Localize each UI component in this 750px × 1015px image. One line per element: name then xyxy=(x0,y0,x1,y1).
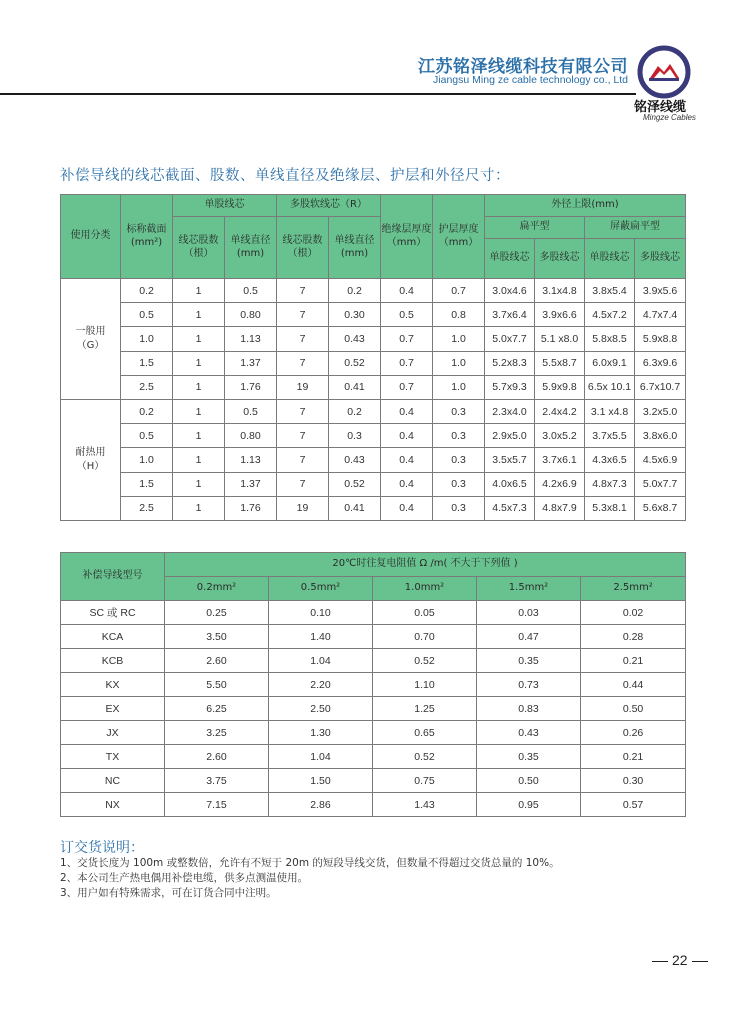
table-cell: 2.50 xyxy=(269,697,373,721)
header-core-count: 线芯股数 （根） xyxy=(277,217,329,279)
model-cell: JX xyxy=(61,721,165,745)
table-cell: 4.8x7.3 xyxy=(585,472,635,496)
table-cell: 6.7x10.7 xyxy=(635,375,686,399)
table-cell: 3.8x6.0 xyxy=(635,424,686,448)
table-cell: 0.52 xyxy=(373,649,477,673)
table-cell: 0.26 xyxy=(581,721,686,745)
header-multi-core: 多股软线芯（R） xyxy=(277,195,381,217)
table-cell: 1 xyxy=(173,327,225,351)
table-cell: 7 xyxy=(277,472,329,496)
table-cell: 3.5x5.7 xyxy=(485,448,535,472)
table-cell: 7 xyxy=(277,351,329,375)
table-cell: 0.41 xyxy=(329,375,381,399)
table-cell: 3.7x6.4 xyxy=(485,303,535,327)
company-name-en: Jiangsu Ming ze cable technology co., Ltd xyxy=(433,74,628,86)
table-row xyxy=(61,424,686,448)
table-row xyxy=(61,496,686,520)
table-cell: 0.3 xyxy=(433,472,485,496)
header-usage: 使用分类 xyxy=(61,195,121,279)
table-row xyxy=(61,745,686,769)
table-cell: 5.0x7.7 xyxy=(485,327,535,351)
table-row xyxy=(61,303,686,327)
table-cell: 1.0 xyxy=(433,351,485,375)
header-shielded-flat: 屏蔽扁平型 xyxy=(585,217,686,239)
table-cell: 1.25 xyxy=(373,697,477,721)
model-cell: NC xyxy=(61,769,165,793)
table-cell: 0.2 xyxy=(121,399,173,423)
header-insulation: 绝缘层厚度 （mm） xyxy=(381,195,433,279)
notes-list xyxy=(60,856,560,901)
table-cell: 0.75 xyxy=(373,769,477,793)
model-cell: NX xyxy=(61,793,165,817)
table-cell: 3.7x5.5 xyxy=(585,424,635,448)
note-item: 3、用户如有特殊需求，可在订货合同中注明。 xyxy=(60,887,277,899)
table-cell: 0.3 xyxy=(433,424,485,448)
table-cell: 3.9x5.6 xyxy=(635,279,686,303)
table-cell: 0.8 xyxy=(433,303,485,327)
table-cell: 1 xyxy=(173,472,225,496)
header-resistance: 20℃时往复电阻值 Ω /m( 不大于下列值 ) xyxy=(165,553,686,577)
table-row xyxy=(61,279,686,303)
model-cell: EX xyxy=(61,697,165,721)
table-cell: 0.25 xyxy=(165,601,269,625)
table-row xyxy=(61,769,686,793)
table-cell: 19 xyxy=(277,496,329,520)
table-cell: 1.50 xyxy=(269,769,373,793)
table-cell: 0.28 xyxy=(581,625,686,649)
table-cell: 3.0x5.2 xyxy=(535,424,585,448)
table-cell: 0.2 xyxy=(329,399,381,423)
note-item: 1、交货长度为 100m 或整数倍，允许有不短于 20m 的短段导线交货，但数量不得超过交货总量的 10%。 xyxy=(60,857,560,869)
header-cross-section: 0.2mm² xyxy=(165,577,269,601)
table-cell: 0.52 xyxy=(373,745,477,769)
table-cell: 0.4 xyxy=(381,472,433,496)
table-cell: 0.70 xyxy=(373,625,477,649)
table-cell: 3.2x5.0 xyxy=(635,399,686,423)
mountain-circle-logo-icon xyxy=(636,44,692,100)
table-cell: 3.8x5.4 xyxy=(585,279,635,303)
table-cell: 5.6x8.7 xyxy=(635,496,686,520)
table-cell: 0.83 xyxy=(477,697,581,721)
table-cell: 1.5 xyxy=(121,472,173,496)
table-cell: 0.52 xyxy=(329,472,381,496)
table-cell: 0.02 xyxy=(581,601,686,625)
table-cell: 1.76 xyxy=(225,496,277,520)
table-cell: 1 xyxy=(173,375,225,399)
table-cell: 1.43 xyxy=(373,793,477,817)
table-cell: 0.7 xyxy=(433,279,485,303)
table-cell: 4.5x7.3 xyxy=(485,496,535,520)
table-cell: 3.50 xyxy=(165,625,269,649)
header-sheath: 护层厚度 （mm） xyxy=(433,195,485,279)
table-cell: 1.04 xyxy=(269,745,373,769)
table-cell: 2.9x5.0 xyxy=(485,424,535,448)
table-cell: 4.3x6.5 xyxy=(585,448,635,472)
table-cell: 5.5x8.7 xyxy=(535,351,585,375)
table-cell: 3.1x4.8 xyxy=(535,279,585,303)
table-cell: 5.9x8.8 xyxy=(635,327,686,351)
table-cell: 7 xyxy=(277,303,329,327)
model-cell: KCB xyxy=(61,649,165,673)
table-cell: 0.73 xyxy=(477,673,581,697)
table-cell: 2.20 xyxy=(269,673,373,697)
table-cell: 0.65 xyxy=(373,721,477,745)
table-cell: 1.13 xyxy=(225,327,277,351)
table-cell: 1.13 xyxy=(225,448,277,472)
model-cell: KCA xyxy=(61,625,165,649)
header-single-strand: 单股线芯 xyxy=(585,239,635,279)
table-row xyxy=(61,327,686,351)
table-row xyxy=(61,601,686,625)
table-cell: 1.0 xyxy=(433,375,485,399)
table-cell: 1.37 xyxy=(225,472,277,496)
header-single-core: 单股线芯 xyxy=(173,195,277,217)
resistance-table xyxy=(60,552,686,817)
table-cell: 0.80 xyxy=(225,424,277,448)
table-cell: 1.76 xyxy=(225,375,277,399)
table-row xyxy=(61,625,686,649)
table-cell: 3.7x6.1 xyxy=(535,448,585,472)
table-cell: 5.7x9.3 xyxy=(485,375,535,399)
table-cell: 2.86 xyxy=(269,793,373,817)
table-cell: 1 xyxy=(173,424,225,448)
table-cell: 0.2 xyxy=(121,279,173,303)
table-cell: 0.50 xyxy=(477,769,581,793)
table-row xyxy=(61,399,686,423)
table-cell: 0.5 xyxy=(225,279,277,303)
table-cell: 0.7 xyxy=(381,375,433,399)
table-cell: 0.47 xyxy=(477,625,581,649)
table-cell: 0.44 xyxy=(581,673,686,697)
table-cell: 4.2x6.9 xyxy=(535,472,585,496)
table-cell: 0.50 xyxy=(581,697,686,721)
table-cell: 0.05 xyxy=(373,601,477,625)
table-cell: 5.3x8.1 xyxy=(585,496,635,520)
company-name-cn: 江苏铭泽线缆科技有限公司 xyxy=(418,57,628,77)
table-cell: 5.50 xyxy=(165,673,269,697)
table-cell: 0.4 xyxy=(381,399,433,423)
table-cell: 0.41 xyxy=(329,496,381,520)
table-cell: 5.9x9.8 xyxy=(535,375,585,399)
table-cell: 5.8x8.5 xyxy=(585,327,635,351)
header-multi-strand: 多股线芯 xyxy=(535,239,585,279)
table-row xyxy=(61,673,686,697)
table-cell: 7 xyxy=(277,327,329,351)
table-row xyxy=(61,375,686,399)
table-cell: 1 xyxy=(173,496,225,520)
table-cell: 0.43 xyxy=(477,721,581,745)
table-cell: 2.5 xyxy=(121,375,173,399)
table-cell: 1.40 xyxy=(269,625,373,649)
table-cell: 6.3x9.6 xyxy=(635,351,686,375)
table-cell: 1 xyxy=(173,448,225,472)
header-single-strand: 单股线芯 xyxy=(485,239,535,279)
usage-category-cell: 一般用 （G） xyxy=(61,279,121,400)
table-cell: 1.37 xyxy=(225,351,277,375)
note-item: 2、本公司生产热电偶用补偿电缆，供多点测温使用。 xyxy=(60,872,309,884)
table-cell: 3.1 x4.8 xyxy=(585,399,635,423)
table-cell: 0.03 xyxy=(477,601,581,625)
header-cross-section: 1.0mm² xyxy=(373,577,477,601)
page-number: 22 xyxy=(648,952,712,968)
header-cross-section: 1.5mm² xyxy=(477,577,581,601)
header-cross-section: 2.5mm² xyxy=(581,577,686,601)
table-cell: 1 xyxy=(173,351,225,375)
table-cell: 1.0 xyxy=(121,448,173,472)
header-core-count: 线芯股数 （根） xyxy=(173,217,225,279)
table-cell: 2.60 xyxy=(165,745,269,769)
table-cell: 0.5 xyxy=(121,303,173,327)
table-cell: 0.43 xyxy=(329,448,381,472)
table-cell: 0.5 xyxy=(121,424,173,448)
table-cell: 0.3 xyxy=(433,448,485,472)
table-cell: 3.0x4.6 xyxy=(485,279,535,303)
header-wire-diameter: 单线直径 (mm) xyxy=(329,217,381,279)
table-cell: 0.21 xyxy=(581,745,686,769)
table-cell: 0.80 xyxy=(225,303,277,327)
table-cell: 4.7x7.4 xyxy=(635,303,686,327)
table-cell: 1.0 xyxy=(121,327,173,351)
table-cell: 19 xyxy=(277,375,329,399)
header-wire-diameter: 单线直径 (mm) xyxy=(225,217,277,279)
table-cell: 5.1 x8.0 xyxy=(535,327,585,351)
table-cell: 0.4 xyxy=(381,448,433,472)
header-nominal-section: 标称截面 (mm²) xyxy=(121,195,173,279)
table-cell: 0.35 xyxy=(477,649,581,673)
brand-name-cn: 铭泽线缆 xyxy=(634,100,687,115)
table-cell: 0.95 xyxy=(477,793,581,817)
table-cell: 6.25 xyxy=(165,697,269,721)
table-cell: 0.4 xyxy=(381,279,433,303)
table-cell: 0.10 xyxy=(269,601,373,625)
table-cell: 0.30 xyxy=(329,303,381,327)
table-cell: 3.75 xyxy=(165,769,269,793)
table-cell: 2.4x4.2 xyxy=(535,399,585,423)
table-cell: 3.9x6.6 xyxy=(535,303,585,327)
table-cell: 1.10 xyxy=(373,673,477,697)
table-cell: 1 xyxy=(173,399,225,423)
header-divider xyxy=(0,93,636,95)
table-cell: 0.7 xyxy=(381,351,433,375)
table-cell: 5.2x8.3 xyxy=(485,351,535,375)
table-cell: 4.5x6.9 xyxy=(635,448,686,472)
table-cell: 4.8x7.9 xyxy=(535,496,585,520)
table-cell: 0.35 xyxy=(477,745,581,769)
header-multi-strand: 多股线芯 xyxy=(635,239,686,279)
header-outer-diameter: 外径上限(mm) xyxy=(485,195,686,217)
table-row xyxy=(61,793,686,817)
table-row xyxy=(61,697,686,721)
table-cell: 2.5 xyxy=(121,496,173,520)
table-cell: 2.3x4.0 xyxy=(485,399,535,423)
table-cell: 3.25 xyxy=(165,721,269,745)
table-cell: 0.5 xyxy=(381,303,433,327)
table-cell: 1.04 xyxy=(269,649,373,673)
table-cell: 0.3 xyxy=(433,399,485,423)
usage-category-cell: 耐热用 （H） xyxy=(61,399,121,520)
table-cell: 4.5x7.2 xyxy=(585,303,635,327)
table-cell: 0.21 xyxy=(581,649,686,673)
brand-name-en: Mingze Cables xyxy=(643,113,696,122)
table-cell: 7 xyxy=(277,399,329,423)
notes-title: 订交货说明： xyxy=(60,840,144,856)
model-cell: SC 或 RC xyxy=(61,601,165,625)
table-cell: 6.0x9.1 xyxy=(585,351,635,375)
table-cell: 7 xyxy=(277,448,329,472)
table-cell: 0.52 xyxy=(329,351,381,375)
table-cell: 2.60 xyxy=(165,649,269,673)
table-cell: 0.3 xyxy=(329,424,381,448)
model-cell: TX xyxy=(61,745,165,769)
table-row xyxy=(61,351,686,375)
table-cell: 7.15 xyxy=(165,793,269,817)
table-cell: 7 xyxy=(277,424,329,448)
model-cell: KX xyxy=(61,673,165,697)
table-cell: 1.5 xyxy=(121,351,173,375)
header-model: 补偿导线型号 xyxy=(61,553,165,601)
table-row xyxy=(61,649,686,673)
table-cell: 0.3 xyxy=(433,496,485,520)
table-cell: 0.43 xyxy=(329,327,381,351)
table-cell: 0.5 xyxy=(225,399,277,423)
table-cell: 1 xyxy=(173,279,225,303)
table-cell: 1 xyxy=(173,303,225,327)
section-title: 补偿导线的线芯截面、股数、单线直径及绝缘层、护层和外径尺寸： xyxy=(60,168,510,184)
table-cell: 6.5x 10.1 xyxy=(585,375,635,399)
table-cell: 7 xyxy=(277,279,329,303)
table-row xyxy=(61,448,686,472)
table-cell: 0.57 xyxy=(581,793,686,817)
table-cell: 4.0x6.5 xyxy=(485,472,535,496)
header-cross-section: 0.5mm² xyxy=(269,577,373,601)
table-cell: 0.4 xyxy=(381,496,433,520)
table-cell: 0.4 xyxy=(381,424,433,448)
table-cell: 1.0 xyxy=(433,327,485,351)
table-cell: 5.0x7.7 xyxy=(635,472,686,496)
table-cell: 0.2 xyxy=(329,279,381,303)
header-flat: 扁平型 xyxy=(485,217,585,239)
table-cell: 0.30 xyxy=(581,769,686,793)
table-row xyxy=(61,721,686,745)
dimensions-table xyxy=(60,194,686,521)
table-cell: 0.7 xyxy=(381,327,433,351)
page-header xyxy=(0,0,750,130)
table-row xyxy=(61,472,686,496)
table-cell: 1.30 xyxy=(269,721,373,745)
